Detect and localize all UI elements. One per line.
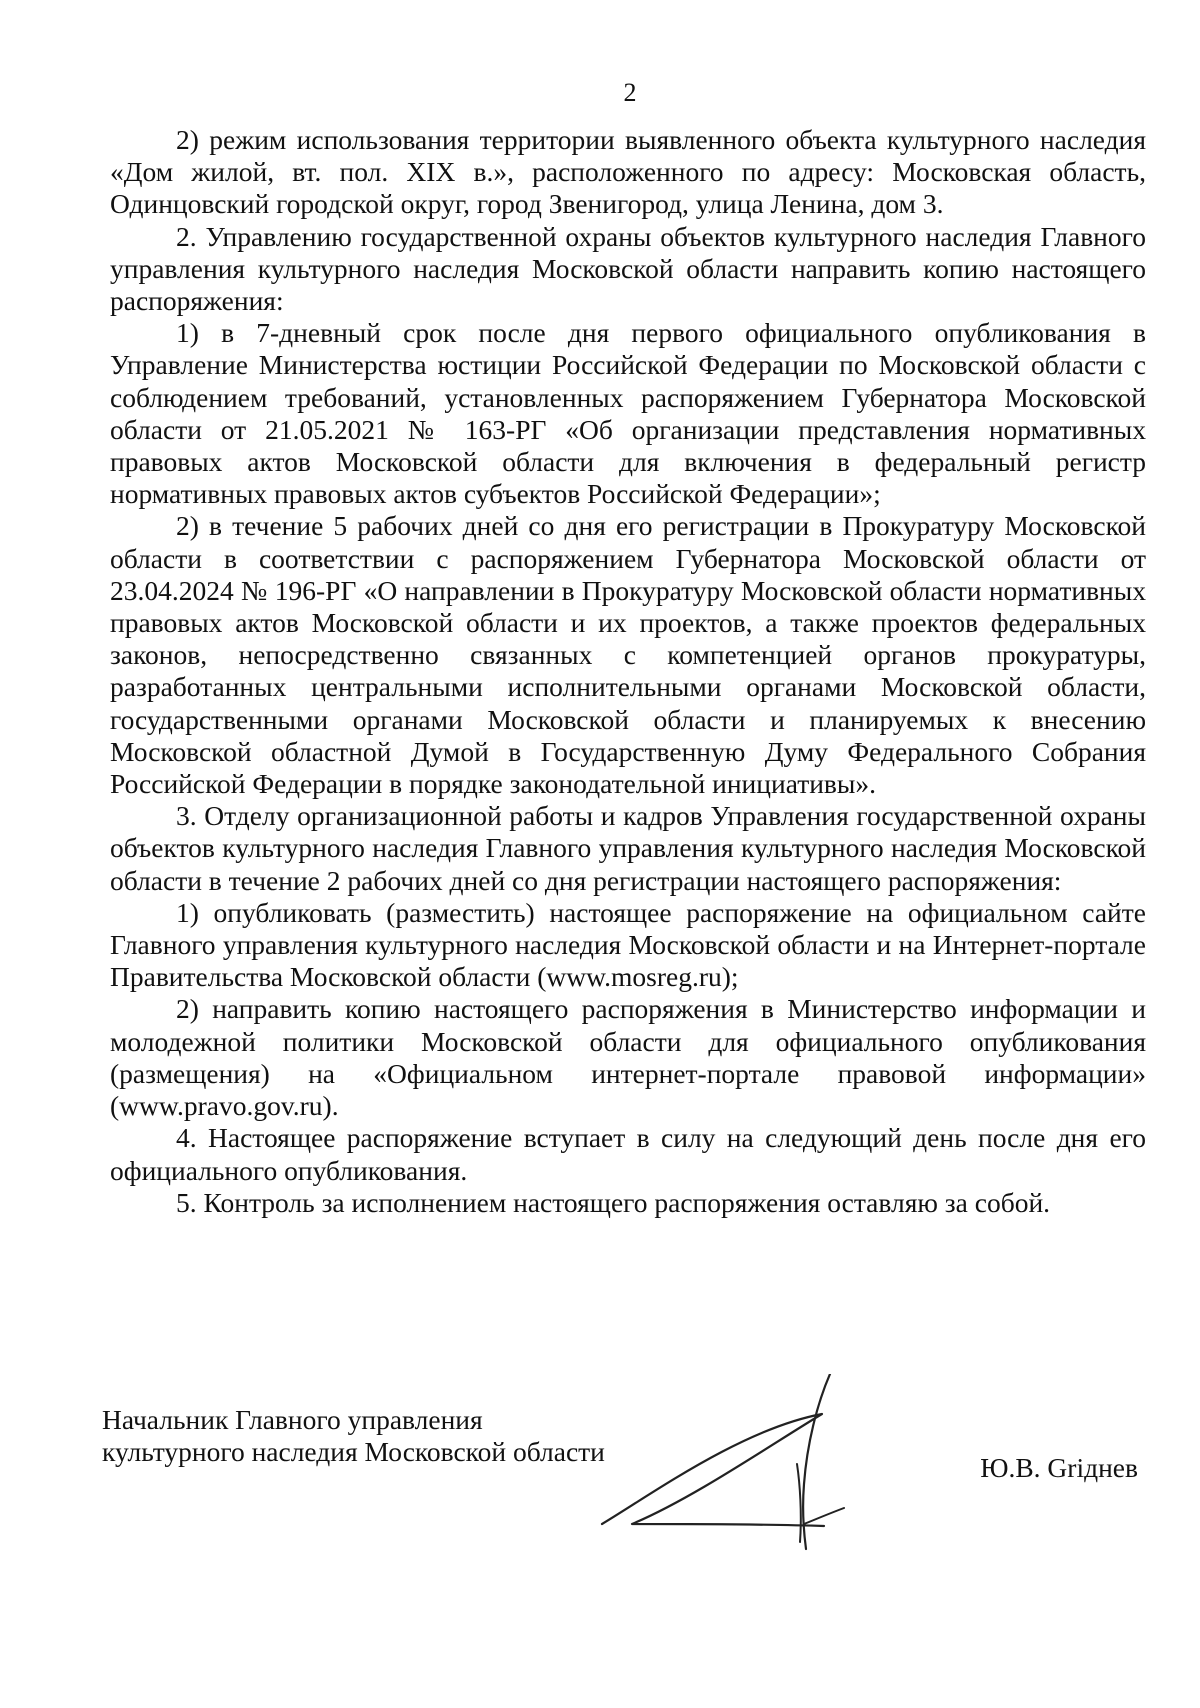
page-number: 2 [623,78,637,107]
signatory-position [102,1404,605,1468]
paragraph-clause-2-sub-1: 1) в 7-дневный срок после дня первого официального опубликования в Управление Министерства юстиции Российской Федерации по Московской области с соблюдением требований, установленных распоряжением Губернатора Московской области от 21.05.2021 № 163-РГ «Об организации представления нормативных правовых актов Московской области для включения в федеральный регистр нормативных правовых актов субъектов Российской Федерации»; [110,317,1146,510]
paragraph-clause-3: 3. Отделу организационной работы и кадров Управления государственной охраны объектов культурного наследия Главного управления культурного наследия Московской области в течение 2 рабочих дней со дня регистрации настоящего распоряжения: [110,800,1146,896]
paragraph-item-2-regime: 2) режим использования территории выявленного объекта культурного наследия «Дом жилой, вт. пол. XIX в.», расположенного по адресу: Московская область, Одинцовский городской округ, город Звенигород, улица Ленина, дом 3. [110,124,1146,220]
paragraph-clause-3-sub-1: 1) опубликовать (разместить) настоящее распоряжение на официальном сайте Главного управления культурного наследия Московской области и на Интернет-портале Правительства Московской области (www.mosreg.ru); [110,896,1146,993]
signatory-name: Ю.В. Griднев [980,1452,1138,1483]
handwritten-signature [592,1374,852,1554]
signatory-position-line-1: Начальник Главного управления [102,1404,483,1435]
paragraph-clause-3-sub-2: 2) направить копию настоящего распоряжения в Министерство информации и молодежной политики Московской области для официального опубликования (размещения) на «Официальном интернет-портале правовой информации» (www.pravo.gov.ru). [110,993,1146,1122]
signatory-position-line-2: культурного наследия Московской области [102,1436,605,1467]
paragraph-clause-4: 4. Настоящее распоряжение вступает в силу на следующий день после дня его официального опубликования. [110,1122,1146,1186]
document-body [110,124,1146,1219]
signature-block [102,1404,1142,1544]
paragraph-clause-5: 5. Контроль за исполнением настоящего распоряжения оставляю за собой. [176,1186,1051,1218]
paragraph-clause-2-sub-2: 2) в течение 5 рабочих дней со дня его регистрации в Прокуратуру Московской области в соответствии с распоряжением Губернатора Московской области от 23.04.2024 № 196-РГ «О направлении в Прокуратуру Московской области нормативных правовых актов Московской области и их проектов, а также проектов федеральных законов, непосредственно связанных с компетенцией органов прокуратуры, разработанных центральными исполнительными органами Московской области, государственными органами Московской области и планируемых к внесению Московской областной Думой в Государственную Думу Федерального Собрания Российской Федерации в порядке законодательной инициативы». [110,510,1146,800]
paragraph-clause-2: 2. Управлению государственной охраны объектов культурного наследия Главного управления культурного наследия Московской области направить копию настоящего распоряжения: [110,220,1146,317]
